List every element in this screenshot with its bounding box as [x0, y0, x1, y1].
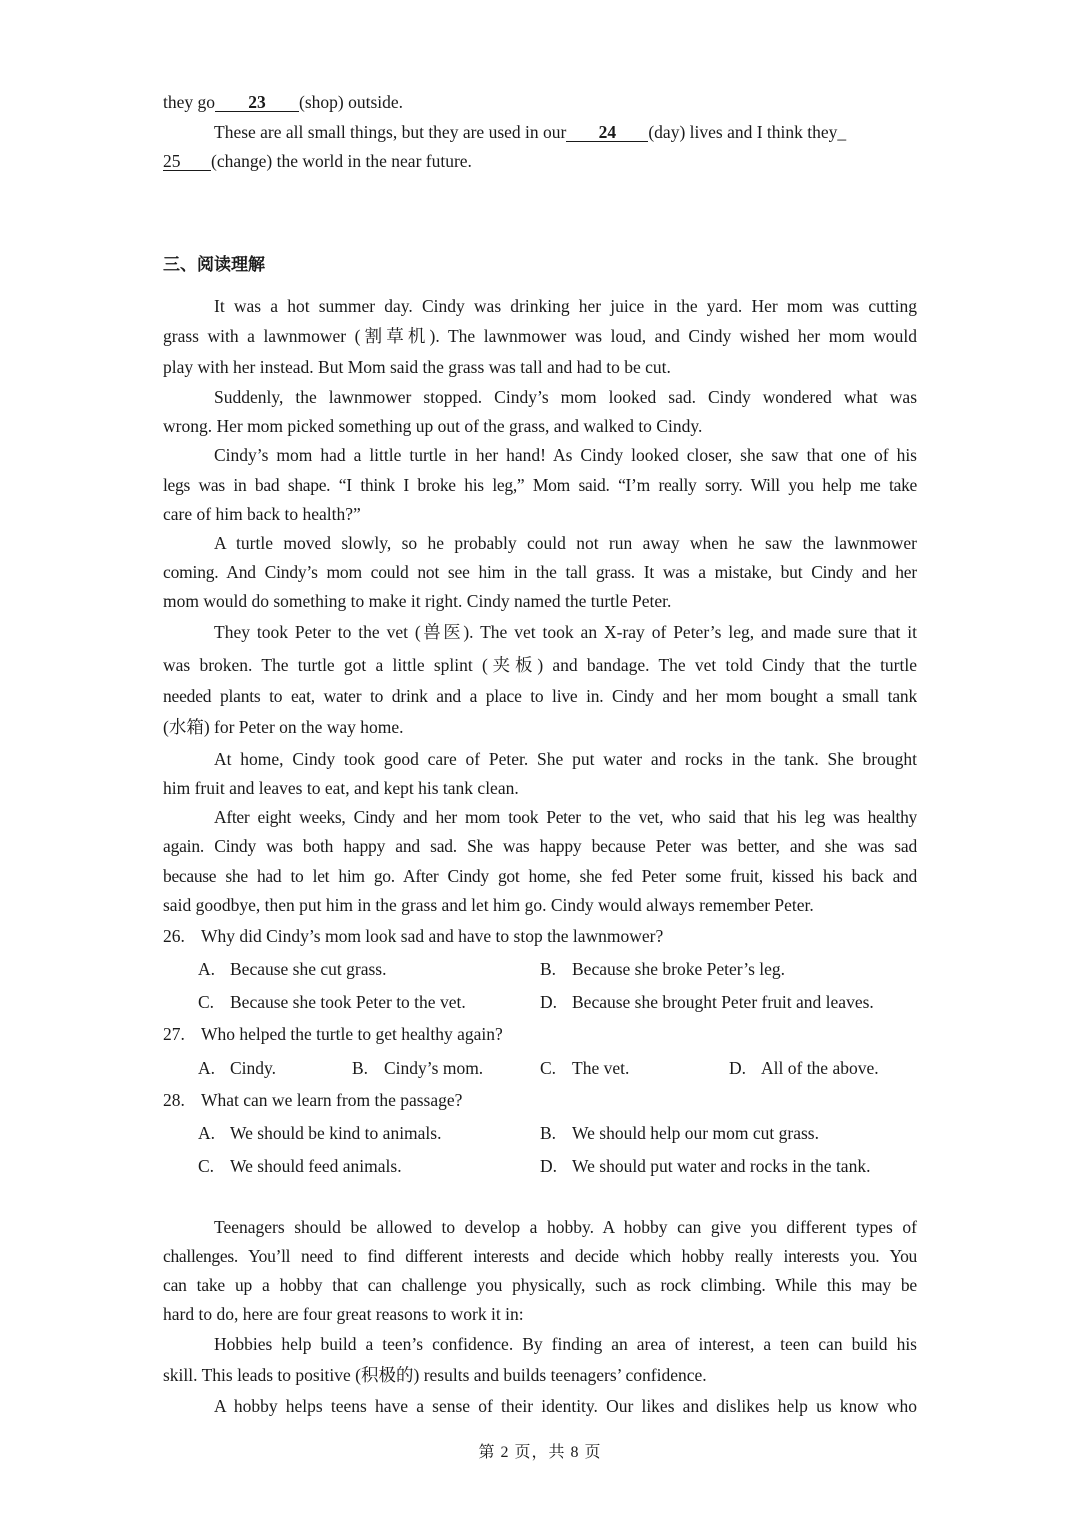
option-27-a[interactable]: [198, 1057, 276, 1079]
passage-line: hard to do, here are four great reasons to work it in:: [163, 1304, 524, 1324]
passage-line: coming. And Cindy’s mom could not see him in the tall grass. It was a mistake, but Cindy and her: [163, 562, 917, 582]
blank-25: 25: [163, 152, 211, 171]
blank-23: 23: [215, 93, 299, 112]
passage-line: care of him back to health?”: [163, 504, 361, 524]
option-27-c[interactable]: [540, 1057, 629, 1079]
passage-line: needed plants to eat, water to drink and a place to live in. Cindy and her mom bought a small tank: [163, 686, 917, 706]
option-text: We should help our mom cut grass.: [572, 1123, 819, 1143]
passage-line: legs was in bad shape. “I think I broke his leg,” Mom said. “I’m really sorry. Will you help me take: [163, 475, 917, 495]
option-27-b[interactable]: [352, 1057, 483, 1079]
passage-line: play with her instead. But Mom said the grass was tall and had to be cut.: [163, 357, 671, 377]
option-28-c[interactable]: [198, 1155, 402, 1177]
option-letter: D.: [729, 1058, 747, 1078]
passage-line: They took Peter to the vet (兽医). The vet took an X-ray of Peter’s leg, and made sure that it: [214, 622, 917, 642]
passage-line: Cindy’s mom had a little turtle in her hand! As Cindy looked closer, she saw that one of his: [214, 445, 917, 465]
passage-line: Teenagers should be allowed to develop a hobby. A hobby can give you different types of: [214, 1217, 917, 1237]
option-text: Because she took Peter to the vet.: [230, 992, 466, 1012]
option-letter: C.: [198, 1156, 215, 1176]
option-text: The vet.: [572, 1058, 630, 1078]
passage-line: grass with a lawnmower (割草机). The lawnmower was loud, and Cindy wished her mom would: [163, 326, 917, 346]
passage-line: (水箱) for Peter on the way home.: [163, 717, 404, 737]
cloze-text: they go: [163, 92, 216, 112]
cloze-line-3: [163, 150, 917, 172]
question-text: Who helped the turtle to get healthy again?: [201, 1024, 503, 1044]
option-letter: A.: [198, 1058, 216, 1078]
option-27-d[interactable]: [729, 1057, 879, 1079]
passage-line: At home, Cindy took good care of Peter. She put water and rocks in the tank. She brought: [214, 749, 917, 769]
option-text: We should feed animals.: [230, 1156, 402, 1176]
passage-line: skill. This leads to positive (积极的) results and builds teenagers’ confidence.: [163, 1365, 707, 1385]
passage-line: because she had to let him go. After Cindy got home, she fed Peter some fruit, kissed his back and: [163, 866, 917, 886]
cloze-line-2: [214, 121, 917, 143]
question-number: 27.: [163, 1024, 185, 1044]
passage-line: can take up a hobby that can challenge you physically, such as rock climbing. While this may be: [163, 1275, 917, 1295]
passage-line: After eight weeks, Cindy and her mom took Peter to the vet, who said that his leg was healthy: [214, 807, 917, 827]
option-text: Because she brought Peter fruit and leaves.: [572, 992, 874, 1012]
blank-24: 24: [566, 123, 648, 142]
option-text: Cindy’s mom.: [384, 1058, 484, 1078]
option-26-b[interactable]: [540, 958, 785, 980]
option-28-b[interactable]: [540, 1122, 819, 1144]
question-number: 26.: [163, 926, 185, 946]
passage-line: wrong. Her mom picked something up out of the grass, and walked to Cindy.: [163, 416, 703, 436]
question-28: [163, 1089, 462, 1111]
cloze-text: (day) lives and I think they_: [648, 122, 847, 142]
passage-line: A hobby helps teens have a sense of their identity. Our likes and dislikes help us know who: [214, 1396, 917, 1416]
option-28-d[interactable]: [540, 1155, 870, 1177]
passage-line: mom would do something to make it right. Cindy named the turtle Peter.: [163, 591, 672, 611]
passage-line: It was a hot summer day. Cindy was drinking her juice in the yard. Her mom was cutting: [214, 296, 917, 316]
option-letter: B.: [540, 959, 557, 979]
passage-line: Suddenly, the lawnmower stopped. Cindy’s mom looked sad. Cindy wondered what was: [214, 387, 917, 407]
option-letter: B.: [540, 1123, 557, 1143]
page-footer: 第 2 页，共 8 页: [478, 1444, 602, 1461]
option-letter: D.: [540, 1156, 558, 1176]
option-letter: C.: [540, 1058, 557, 1078]
option-letter: C.: [198, 992, 215, 1012]
cloze-text: (change) the world in the near future.: [211, 151, 472, 171]
option-letter: A.: [198, 959, 216, 979]
passage-line: again. Cindy was both happy and sad. She was happy because Peter was better, and she was sad: [163, 836, 917, 856]
passage-line: challenges. You’ll need to find different interests and decide which hobby really interests you. You: [163, 1246, 917, 1266]
passage-line: him fruit and leaves to eat, and kept his tank clean.: [163, 778, 519, 798]
question-26: [163, 925, 663, 947]
question-number: 28.: [163, 1090, 185, 1110]
section-title: 三、阅读理解: [163, 255, 265, 275]
option-26-a[interactable]: [198, 958, 386, 980]
option-text: Cindy.: [230, 1058, 277, 1078]
option-26-c[interactable]: [198, 991, 466, 1013]
option-letter: B.: [352, 1058, 369, 1078]
passage-line: said goodbye, then put him in the grass and let him go. Cindy would always remember Peter.: [163, 895, 814, 915]
option-26-d[interactable]: [540, 991, 874, 1013]
cloze-text: These are all small things, but they are used in our: [214, 122, 567, 142]
cloze-line-1: [163, 91, 917, 113]
question-text: Why did Cindy’s mom look sad and have to stop the lawnmower?: [201, 926, 664, 946]
option-28-a[interactable]: [198, 1122, 441, 1144]
option-letter: D.: [540, 992, 558, 1012]
question-27: [163, 1023, 503, 1045]
option-text: Because she cut grass.: [230, 959, 387, 979]
option-text: All of the above.: [761, 1058, 879, 1078]
passage-line: A turtle moved slowly, so he probably could not run away when he saw the lawnmower: [214, 533, 917, 553]
passage-line: was broken. The turtle got a little splint (夹板) and bandage. The vet told Cindy that the turtle: [163, 655, 917, 675]
option-text: We should be kind to animals.: [230, 1123, 442, 1143]
cloze-text: (shop) outside.: [299, 92, 404, 112]
question-text: What can we learn from the passage?: [201, 1090, 463, 1110]
option-text: Because she broke Peter’s leg.: [572, 959, 786, 979]
option-text: We should put water and rocks in the tank.: [572, 1156, 871, 1176]
option-letter: A.: [198, 1123, 216, 1143]
passage-line: Hobbies help build a teen’s confidence. By finding an area of interest, a teen can build his: [214, 1334, 917, 1354]
